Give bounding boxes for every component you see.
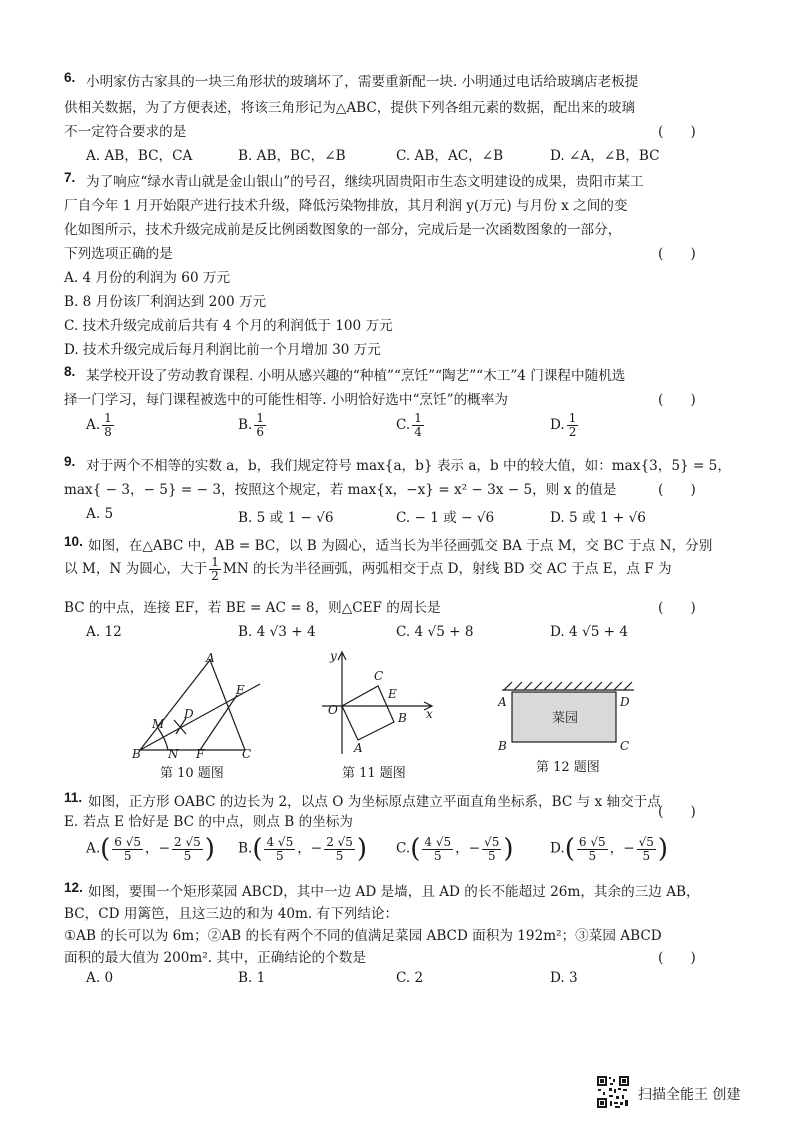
q10-num: 10. <box>64 534 83 549</box>
q6-option-c: C. AB，AC，∠B <box>396 148 504 164</box>
fig12-label-b: B <box>498 739 507 752</box>
q7-option-c: C. 技术升级完成前后共有 4 个月的利润低于 100 万元 <box>64 318 393 334</box>
q11-d-close: ) <box>657 834 669 864</box>
question-10-line-1: 如图，在△ABC 中，AB = BC，以 B 为圆心，适当长为半径画弧交 BA 于点 M，交 BC 于点 N，分别 <box>88 538 713 554</box>
q8-a-num: 1 <box>104 411 112 425</box>
q10-line2-pre: 以 M，N 为圆心，大于 <box>64 561 208 577</box>
question-9-line-1: 对于两个不相等的实数 a，b，我们规定符号 max{a，b} 表示 a，b 中的较大值，如：max{3，5} = 5， <box>86 458 731 474</box>
fig12-label-c: C <box>620 739 630 752</box>
q11-c-num2: √5 <box>484 834 500 849</box>
q6-option-b: B. AB，BC，∠B <box>238 148 346 164</box>
question-12-number <box>64 880 83 896</box>
q11-d-frac1 <box>577 836 608 863</box>
q11-option-b <box>238 834 367 864</box>
q11-b-label: B. <box>238 840 253 857</box>
answer-bracket-8: ( ) <box>658 392 696 408</box>
q8-num: 8. <box>64 364 76 379</box>
q11-d-sep: ，− <box>609 840 635 857</box>
triangle-abc <box>140 660 245 750</box>
q8-a-fraction <box>102 412 114 439</box>
question-6-options <box>78 144 718 164</box>
q8-a-label: A. <box>86 417 101 433</box>
segment-ef <box>200 695 237 750</box>
q8-option-d <box>550 412 580 439</box>
figure-11-caption: 第 11 题图 <box>342 766 406 781</box>
fig10-label-n: N <box>168 747 179 760</box>
question-7-number <box>64 170 75 186</box>
q11-a-label: A. <box>86 840 101 857</box>
fig12-label-d: D <box>620 695 630 709</box>
square-oabc <box>342 686 394 740</box>
question-11-line-2: E. 若点 E 恰好是 BC 的中点，则点 B 的坐标为 <box>64 814 353 830</box>
fig11-label-y: y <box>330 649 337 663</box>
q11-c-num1: 4 √5 <box>424 834 452 849</box>
question-6-line-1: 小明家仿古家具的一块三角形状的玻璃坏了，需要重新配一块. 小明通过电话给玻璃店老板提 <box>86 74 639 90</box>
q8-d-num: 1 <box>568 411 577 425</box>
q11-c-frac1 <box>422 836 453 863</box>
q12-option-d: D. 3 <box>550 970 578 986</box>
q9-option-b: B. 5 或 1 − √6 <box>238 510 334 526</box>
answer-bracket-10: ( ) <box>658 600 696 616</box>
question-12-options <box>78 970 718 990</box>
watermark-text: 扫描全能王 创建 <box>638 1087 741 1103</box>
fig10-label-m: M <box>152 717 165 731</box>
fig11-label-b: B <box>398 711 407 725</box>
q11-c-label: C. <box>396 840 411 857</box>
fig12-label-a: A <box>498 695 507 709</box>
question-9-number <box>64 454 75 470</box>
question-9-options <box>78 506 718 526</box>
question-10-number <box>64 534 83 550</box>
answer-bracket-7: ( ) <box>658 246 696 262</box>
q11-b-open: ( <box>252 834 263 864</box>
q12-num: 12. <box>64 880 83 895</box>
q8-option-c <box>396 412 426 439</box>
answer-bracket-12: ( ) <box>658 950 696 966</box>
q11-b-sep: ，− <box>297 840 323 857</box>
figure-12-caption: 第 12 题图 <box>536 760 600 775</box>
question-11-line-1: 如图，正方形 OABC 的边长为 2，以点 O 为坐标原点建立平面直角坐标系，BC 与 x 轴交于点 <box>88 794 661 810</box>
q11-b-den1: 5 <box>276 848 284 863</box>
question-10-options <box>78 624 718 644</box>
q8-c-label: C. <box>396 417 411 433</box>
answer-bracket-9: ( ) <box>658 482 696 498</box>
q6-option-d: D. ∠A，∠B，BC <box>550 148 660 164</box>
q9-num: 9. <box>64 454 76 469</box>
q8-a-den: 8 <box>104 425 112 439</box>
figure-11-diagram <box>318 648 438 760</box>
fig11-label-c: C <box>374 669 384 683</box>
q10-frac-num: 1 <box>211 555 219 569</box>
q11-a-frac2 <box>172 836 203 863</box>
q12-option-b: B. 1 <box>238 970 266 986</box>
fig11-label-e: E <box>388 687 397 701</box>
question-8-line-2: 择一门学习，每门课程被选中的可能性相等. 小明恰好选中“烹饪”的概率为 <box>64 392 508 408</box>
q11-a-frac1 <box>112 836 143 863</box>
q10-line2-post: MN 的长为半径画弧，两弧相交于点 D，射线 BD 交 AC 于点 E，点 F 为 <box>222 561 672 577</box>
question-6-number <box>64 70 75 86</box>
figure-10-caption: 第 10 题图 <box>160 766 224 781</box>
question-7-line-4: 下列选项正确的是 <box>64 246 173 262</box>
q11-c-den2: 5 <box>487 848 496 863</box>
q11-b-frac1 <box>264 836 295 863</box>
answer-bracket-6: ( ) <box>658 124 696 140</box>
question-11-options <box>78 834 718 874</box>
question-7-line-2: 厂自今年 1 月开始限产进行技术升级，降低污染物排放，其月利润 y(万元) 与月份 x 之间的变 <box>64 198 628 214</box>
q7-option-a: A. 4 月份的利润为 60 万元 <box>64 270 231 286</box>
q11-a-open: ( <box>100 834 111 864</box>
q11-d-frac2 <box>637 836 656 863</box>
question-12-line-3: ①AB 的长可以为 6m；②AB 的长有两个不同的值满足菜园 ABCD 面积为 192m²；③菜园 ABCD <box>64 928 662 944</box>
q11-b-frac2 <box>324 836 355 863</box>
q8-b-label: B. <box>238 417 253 433</box>
q9-option-c: C. − 1 或 − √6 <box>396 510 495 526</box>
q11-c-den1: 5 <box>433 848 442 863</box>
fig10-label-a: A <box>206 651 215 665</box>
q11-b-num1: 4 √5 <box>266 834 294 849</box>
question-6-line-3: 不一定符合要求的是 <box>64 124 187 140</box>
q6-option-a: A. AB，BC，CA <box>86 148 193 164</box>
question-10-line-3: BC 的中点，连接 EF，若 BE = AC = 8，则△CEF 的周长是 <box>64 600 441 616</box>
q9-option-d: D. 5 或 1 + √6 <box>550 510 646 526</box>
question-8-number <box>64 364 75 380</box>
q9-option-a: A. 5 <box>86 506 114 522</box>
fig10-label-d: D <box>184 707 194 721</box>
q11-d-label: D. <box>550 840 565 857</box>
q11-a-num1: 6 √5 <box>114 834 142 849</box>
q11-c-frac2 <box>482 836 501 863</box>
q8-d-fraction <box>567 412 579 439</box>
q7-num: 7. <box>64 170 76 185</box>
question-7-line-1: 为了响应“绿水青山就是金山银山”的号召，继续巩固贵阳市生态文明建设的成果，贵阳市某工 <box>86 174 644 190</box>
question-12-line-1: 如图，要围一个矩形菜园 ABCD，其中一边 AD 是墙，且 AD 的长不能超过 26m，其余的三边 AB， <box>88 884 700 900</box>
qr-code-icon <box>596 1075 630 1109</box>
q11-b-num2: 2 √5 <box>326 834 353 849</box>
fig11-label-x: x <box>426 707 433 721</box>
q11-c-open: ( <box>410 834 421 864</box>
q8-c-num: 1 <box>414 411 422 425</box>
q10-option-a: A. 12 <box>86 624 122 640</box>
fig10-label-f: F <box>196 747 205 760</box>
q12-option-c: C. 2 <box>396 970 424 986</box>
q10-option-d: D. 4 √5 + 4 <box>550 624 629 640</box>
q11-d-num2: √5 <box>638 834 654 849</box>
q10-option-b: B. 4 √3 + 4 <box>238 624 316 640</box>
q8-c-fraction <box>412 412 424 439</box>
q6-num: 6. <box>64 70 76 85</box>
fig10-label-c: C <box>242 747 252 760</box>
q11-d-open: ( <box>564 834 575 864</box>
q11-d-den2: 5 <box>642 848 651 863</box>
answer-bracket-11: ( ) <box>658 804 696 820</box>
q8-b-fraction <box>254 412 266 439</box>
q8-c-den: 4 <box>414 425 422 439</box>
wall-hatching <box>504 682 632 690</box>
q11-c-close: ) <box>503 834 514 864</box>
question-10-line-2 <box>64 556 672 583</box>
q10-frac-den: 2 <box>211 569 219 583</box>
figure-12-diagram <box>494 680 640 752</box>
q8-d-den: 2 <box>568 425 577 439</box>
q8-option-b <box>238 412 268 439</box>
q11-b-close: ) <box>356 834 368 864</box>
fig10-label-e: E <box>236 683 245 697</box>
q11-a-num2: 2 √5 <box>174 834 201 849</box>
q11-a-den1: 5 <box>123 848 132 863</box>
q10-half-fraction <box>209 556 221 583</box>
q11-b-den2: 5 <box>335 848 344 863</box>
fig11-label-o: O <box>328 703 338 717</box>
q11-a-sep: ，− <box>145 840 171 857</box>
question-11-number <box>64 790 82 806</box>
q11-option-a <box>86 834 215 864</box>
q11-d-num1: 6 √5 <box>578 834 606 849</box>
q11-a-den2: 5 <box>183 848 192 863</box>
q11-num: 11. <box>64 790 83 805</box>
q8-b-den: 6 <box>256 425 264 439</box>
q11-option-c <box>396 834 514 864</box>
question-12-line-2: BC，CD 用篱笆，且这三边的和为 40m. 有下列结论： <box>64 906 399 922</box>
q8-option-a <box>86 412 116 439</box>
q12-option-a: A. 0 <box>86 970 114 986</box>
scanner-watermark <box>596 1075 776 1109</box>
q11-option-d <box>550 834 668 864</box>
fig10-label-b: B <box>132 747 141 760</box>
question-8-options <box>78 412 718 448</box>
figure-10-diagram <box>130 648 270 760</box>
question-7-line-3: 化如图所示，技术升级完成前是反比例函数图象的一部分，完成后是一次函数图象的一部分， <box>64 222 622 238</box>
q7-option-b: B. 8 月份该厂利润达到 200 万元 <box>64 294 267 310</box>
q11-d-den1: 5 <box>588 848 597 863</box>
q10-option-c: C. 4 √5 + 8 <box>396 624 474 640</box>
question-6-line-2: 供相关数据，为了方便表述，将该三角形记为△ABC，提供下列各组元素的数据，配出来的玻璃 <box>64 100 636 116</box>
q8-b-num: 1 <box>256 411 264 425</box>
q7-option-d: D. 技术升级完成后每月利润比前一个月增加 30 万元 <box>64 342 381 358</box>
q11-a-close: ) <box>204 834 215 864</box>
garden-label: 菜园 <box>552 711 579 726</box>
fig11-label-a: A <box>354 741 363 755</box>
q11-c-sep: ，− <box>455 840 481 857</box>
question-12-line-4: 面积的最大值为 200m². 其中，正确结论的个数是 <box>64 950 366 966</box>
question-9-line-2: max{ − 3，− 5} = − 3，按照这个规定，若 max{x，−x} = x² − 3x − 5，则 x 的值是 <box>64 482 617 498</box>
question-8-line-1: 某学校开设了劳动教育课程. 小明从感兴趣的“种植”“烹饪”“陶艺”“木工”4 门课程中随机选 <box>86 368 626 384</box>
q8-d-label: D. <box>550 417 565 433</box>
